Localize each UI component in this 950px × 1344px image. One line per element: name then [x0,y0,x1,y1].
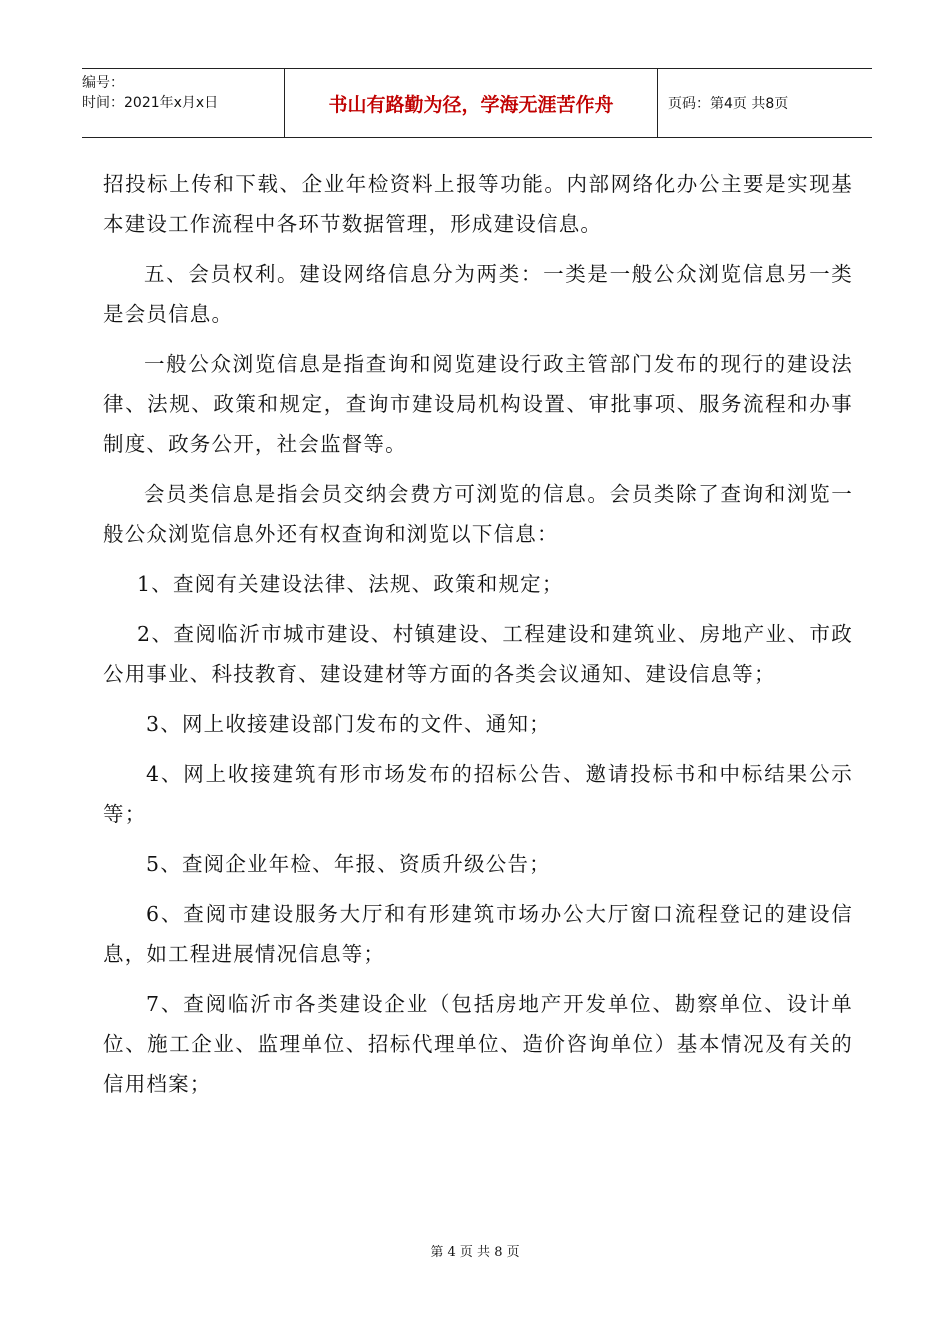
paragraph-continuation: 招投标上传和下载、企业年检资料上报等功能。内部网络化办公主要是实现基本建设工作流程中各环节数据管理，形成建设信息。 [103,172,853,236]
header-motto: 书山有路勤为径，学海无涯苦作舟 [284,69,658,137]
page-footer: 第 4 页 共 8 页 [430,1245,520,1260]
paragraph-public-info: 一般公众浏览信息是指查询和阅览建设行政主管部门发布的现行的建设法律、法规、政策和规定，查询市建设局机构设置、审批事项、服务流程和办事制度、政务公开，社会监督等。 [103,352,853,456]
list-item-7: 7、查阅临沂市各类建设企业（包括房地产开发单位、勘察单位、设计单位、施工企业、监理单位、招标代理单位、造价咨询单位）基本情况及有关的信用档案； [103,992,853,1096]
page-header [82,68,872,138]
document-number-label: 编号： [82,75,124,91]
list-item-3: 3、网上收接建设部门发布的文件、通知； [146,712,551,736]
list-item-1: 1、查阅有关建设法律、法规、政策和规定； [137,572,564,596]
header-meta [82,69,284,137]
paragraph-member-info: 会员类信息是指会员交纳会费方可浏览的信息。会员类除了查询和浏览一般公众浏览信息外还有权查询和浏览以下信息： [103,482,853,546]
header-page-info: 页码：第4页 共8页 [668,96,789,112]
paragraph-member-rights: 五、会员权利。建设网络信息分为两类：一类是一般公众浏览信息另一类是会员信息。 [103,262,853,326]
document-date: 时间：2021年x月x日 [82,95,219,111]
list-item-6: 6、查阅市建设服务大厅和有形建筑市场办公大厅窗口流程登记的建设信息，如工程进展情况信息等； [103,902,853,966]
list-item-2: 2、查阅临沂市城市建设、村镇建设、工程建设和建筑业、房地产业、市政公用事业、科技教育、建设建材等方面的各类会议通知、建设信息等； [103,622,853,686]
list-item-5: 5、查阅企业年检、年报、资质升级公告； [146,852,551,876]
document-body [103,164,853,1104]
list-item-4: 4、网上收接建筑有形市场发布的招标公告、邀请投标书和中标结果公示等； [103,762,853,826]
